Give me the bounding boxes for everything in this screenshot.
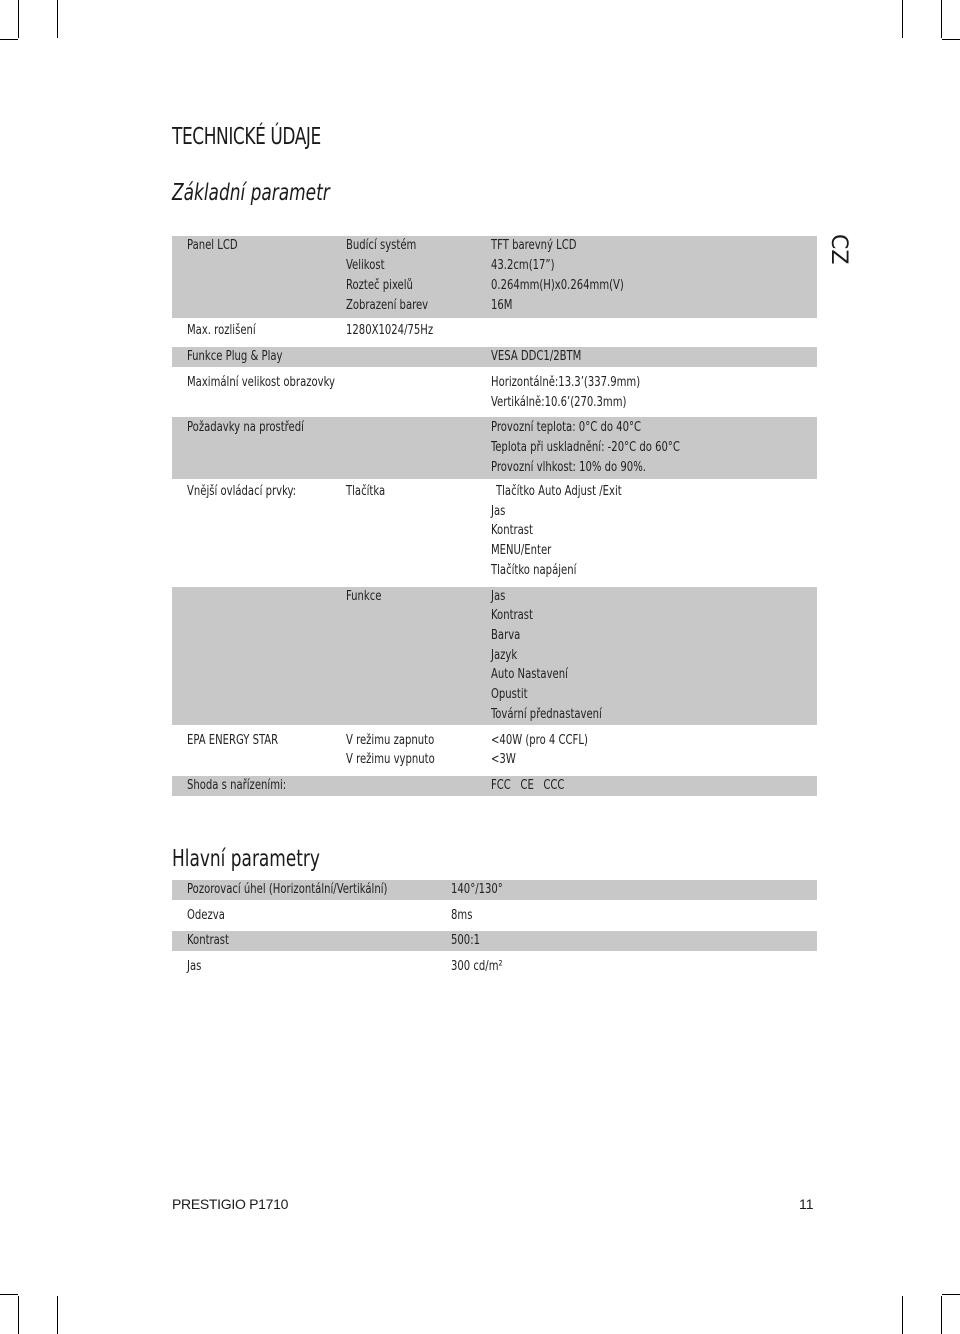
pixel-pitch-value: 0.264mm(H)x0.264mm(V) xyxy=(491,278,624,293)
power-off-value: <3W xyxy=(491,752,516,767)
crop-mark xyxy=(0,1294,18,1295)
main-param-label: Pozorovací úhel (Horizontální/Vertikální) xyxy=(187,882,388,897)
main-param-value: 500:1 xyxy=(451,933,480,948)
main-param-label: Jas xyxy=(187,959,202,974)
max-screen-label: Maximální velikost obrazovky xyxy=(187,375,336,390)
plug-play-value: VESA DDC1/2BTM xyxy=(491,349,582,364)
main-param-label: Odezva xyxy=(187,908,225,923)
size-label: Velikost xyxy=(346,258,385,273)
plug-play-label: Funkce Plug & Play xyxy=(187,349,283,364)
language-tab: CZ xyxy=(826,234,851,265)
compliance-label: Shoda s nařízeními: xyxy=(187,778,287,793)
max-resolution-label: Max. rozlišení xyxy=(187,323,256,338)
size-value: 43.2cm(17”) xyxy=(491,258,555,273)
page-title: TECHNICKÉ ÚDAJE xyxy=(172,124,321,150)
crop-mark xyxy=(57,1296,58,1334)
crop-mark xyxy=(902,1296,903,1334)
drive-system-label: Budící systém xyxy=(346,238,417,253)
drive-system-value: TFT barevný LCD xyxy=(491,238,577,253)
colors-label: Zobrazení barev xyxy=(346,298,429,313)
environment-line: Teplota při uskladnění: -20°C do 60°C xyxy=(491,440,680,455)
section-heading-main: Hlavní parametry xyxy=(172,846,320,872)
external-controls-label: Vnější ovládací prvky: xyxy=(187,484,297,499)
colors-value: 16M xyxy=(491,298,513,313)
footer-brand: PRESTIGIO P1710 xyxy=(172,1196,289,1212)
environment-label: Požadavky na prostředí xyxy=(187,420,304,435)
power-on-value: <40W (pro 4 CCFL) xyxy=(491,733,588,748)
main-param-value: 300 cd/m² xyxy=(451,959,503,974)
crop-mark xyxy=(941,0,942,38)
main-param-label: Kontrast xyxy=(187,933,229,948)
crop-mark xyxy=(57,0,58,38)
button-item: Tlačítko napájení xyxy=(491,563,577,578)
button-item: Tlačítko Auto Adjust /Exit xyxy=(496,484,622,499)
function-item: Opustit xyxy=(491,687,528,702)
environment-line: Provozní teplota: 0°C do 40°C xyxy=(491,420,642,435)
function-item: Auto Nastavení xyxy=(491,667,568,682)
function-item: Kontrast xyxy=(491,608,533,623)
power-off-label: V režimu vypnuto xyxy=(346,752,435,767)
pixel-pitch-label: Rozteč pixelů xyxy=(346,278,413,293)
main-param-value: 8ms xyxy=(451,908,473,923)
crop-mark xyxy=(0,39,18,40)
row-band xyxy=(172,931,817,951)
environment-line: Provozní vlhkost: 10% do 90%. xyxy=(491,460,646,475)
main-param-value: 140°/130° xyxy=(451,882,503,897)
max-screen-horizontal: Horizontálně:13.3’(337.9mm) xyxy=(491,375,641,390)
crop-mark xyxy=(18,1296,19,1334)
functions-label: Funkce xyxy=(346,589,382,604)
max-screen-vertical: Vertikálně:10.6’(270.3mm) xyxy=(491,395,627,410)
section-heading-basic: Základní parametr xyxy=(172,180,330,206)
button-item: MENU/Enter xyxy=(491,543,552,558)
crop-mark xyxy=(18,0,19,38)
crop-mark xyxy=(942,39,960,40)
function-item: Tovární přednastavení xyxy=(491,707,602,722)
page-number: 11 xyxy=(799,1196,814,1212)
crop-mark xyxy=(941,1296,942,1334)
panel-lcd-label: Panel LCD xyxy=(187,238,238,253)
buttons-label: Tlačítka xyxy=(346,484,386,499)
compliance-value: FCC CE CCC xyxy=(491,778,565,793)
max-resolution-value: 1280X1024/75Hz xyxy=(346,323,434,338)
function-item: Barva xyxy=(491,628,521,643)
crop-mark xyxy=(902,0,903,38)
function-item: Jas xyxy=(491,589,506,604)
energy-star-label: EPA ENERGY STAR xyxy=(187,733,279,748)
crop-mark xyxy=(942,1294,960,1295)
button-item: Jas xyxy=(491,504,506,519)
power-on-label: V režimu zapnuto xyxy=(346,733,435,748)
function-item: Jazyk xyxy=(491,648,518,663)
button-item: Kontrast xyxy=(491,523,533,538)
